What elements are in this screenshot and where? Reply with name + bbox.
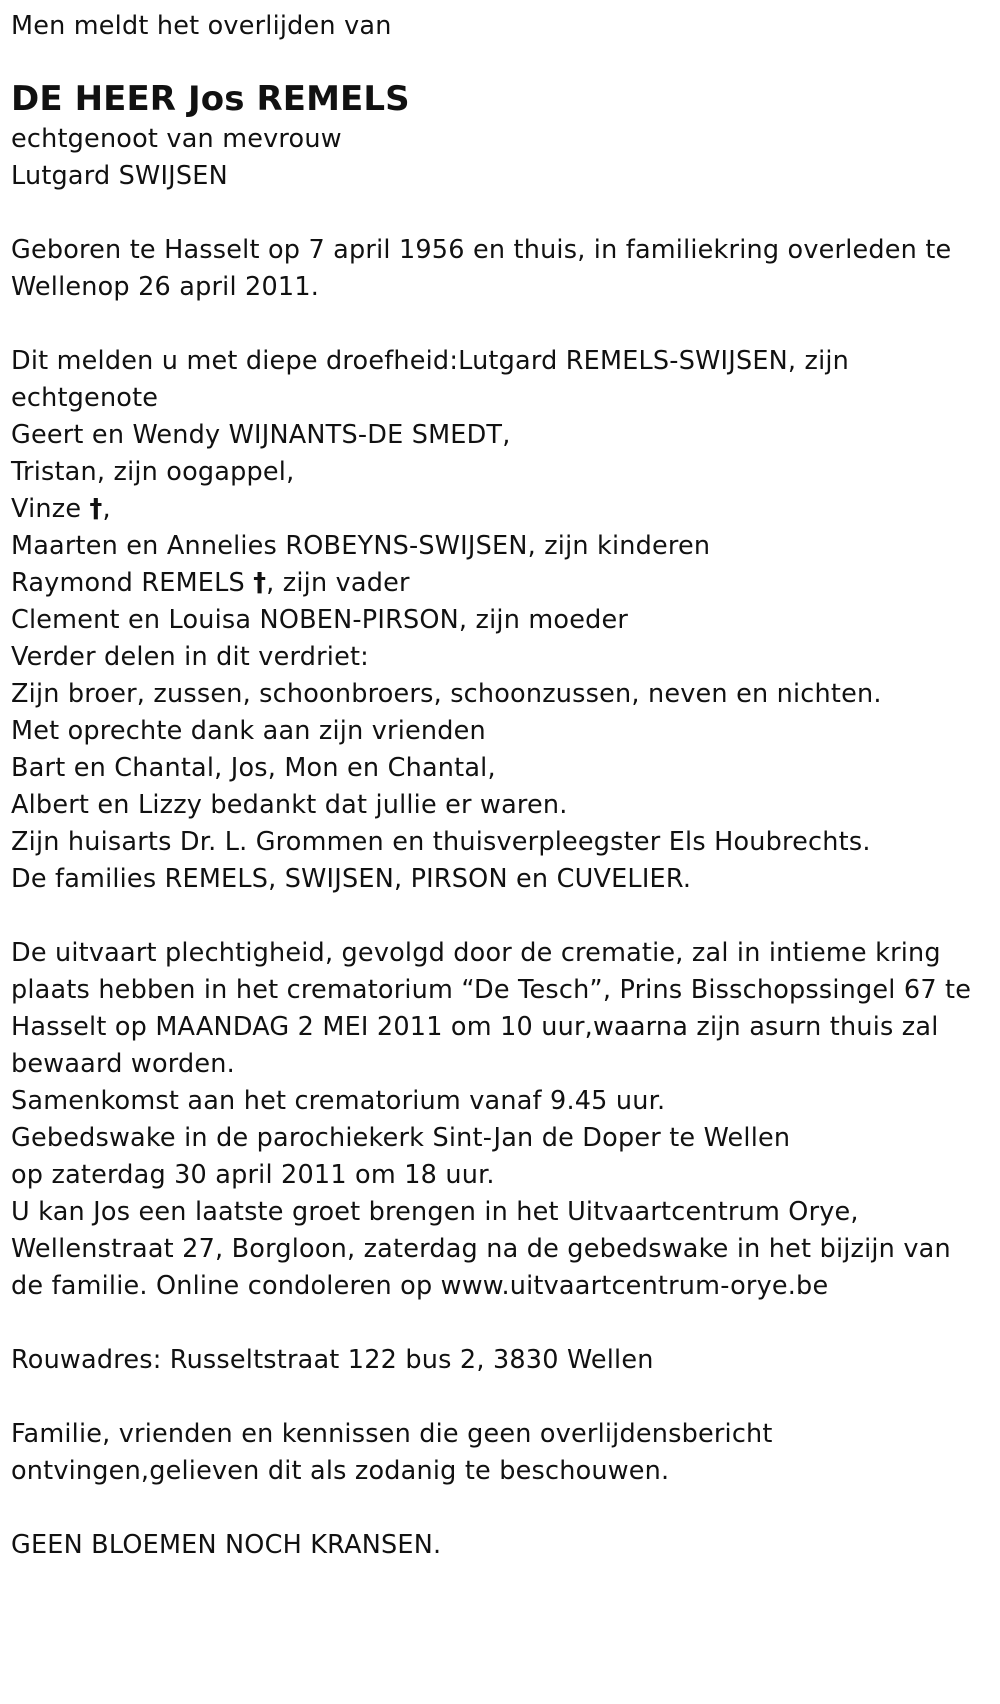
cross-icon: † bbox=[89, 494, 103, 524]
spouse-name: Lutgard SWIJSEN bbox=[11, 161, 228, 191]
family-line bbox=[11, 565, 990, 602]
funeral-line: Samenkomst aan het crematorium vanaf 9.45 uur. bbox=[11, 1086, 666, 1116]
spacer bbox=[11, 195, 990, 232]
family-line bbox=[11, 491, 990, 528]
spacer bbox=[11, 1305, 990, 1342]
family-line: Maarten en Annelies ROBEYNS-SWIJSEN, zijn kinderen bbox=[11, 531, 711, 561]
family-line: Clement en Louisa NOBEN-PIRSON, zijn moeder bbox=[11, 605, 629, 635]
family-member-name: Vinze bbox=[11, 494, 90, 524]
family-line: Albert en Lizzy bedankt dat jullie er waren. bbox=[11, 790, 568, 820]
family-line: Met oprechte dank aan zijn vrienden bbox=[11, 716, 486, 746]
funeral-line: U kan Jos een laatste groet brengen in het Uitvaartcentrum Orye, bbox=[11, 1197, 859, 1227]
notice-line: ontvingen,gelieven dit als zodanig te beschouwen. bbox=[11, 1456, 670, 1486]
mourning-address: Rouwadres: Russeltstraat 122 bus 2, 3830 Wellen bbox=[11, 1345, 654, 1375]
family-line: Zijn huisarts Dr. L. Grommen en thuisverpleegster Els Houbrechts. bbox=[11, 827, 871, 857]
funeral-line: De uitvaart plechtigheid, gevolgd door de crematie, zal in intieme kring bbox=[11, 938, 941, 968]
family-line: Dit melden u met diepe droefheid:Lutgard REMELS-SWIJSEN, zijn bbox=[11, 346, 850, 376]
funeral-line: de familie. Online condoleren op www.uitvaartcentrum-orye.be bbox=[11, 1271, 829, 1301]
punctuation: , bbox=[102, 494, 111, 524]
family-line: Verder delen in dit verdriet: bbox=[11, 642, 369, 672]
deceased-name: DE HEER Jos REMELS bbox=[11, 79, 410, 119]
closing-line: GEEN BLOEMEN NOCH KRANSEN. bbox=[11, 1530, 442, 1560]
family-member-name: Raymond REMELS bbox=[11, 568, 254, 598]
spacer bbox=[11, 1490, 990, 1527]
birth-line: Geboren te Hasselt op 7 april 1956 en thuis, in familiekring overleden te bbox=[11, 235, 952, 265]
funeral-line: Wellenstraat 27, Borgloon, zaterdag na de gebedswake in het bijzijn van bbox=[11, 1234, 951, 1264]
family-line: Geert en Wendy WIJNANTS-DE SMEDT, bbox=[11, 420, 511, 450]
family-line: Bart en Chantal, Jos, Mon en Chantal, bbox=[11, 753, 496, 783]
spacer bbox=[11, 306, 990, 343]
notice-line: Familie, vrienden en kennissen die geen overlijdensbericht bbox=[11, 1419, 773, 1449]
funeral-line: bewaard worden. bbox=[11, 1049, 235, 1079]
birth-line: Wellenop 26 april 2011. bbox=[11, 272, 320, 302]
funeral-line: plaats hebben in het crematorium “De Tesch”, Prins Bisschopssingel 67 te bbox=[11, 975, 972, 1005]
funeral-line: Gebedswake in de parochiekerk Sint-Jan de Doper te Wellen bbox=[11, 1123, 791, 1153]
spacer bbox=[11, 1379, 990, 1416]
funeral-line: Hasselt op MAANDAG 2 MEI 2011 om 10 uur,waarna zijn asurn thuis zal bbox=[11, 1012, 939, 1042]
family-line: Zijn broer, zussen, schoonbroers, schoonzussen, neven en nichten. bbox=[11, 679, 882, 709]
cross-icon: † bbox=[253, 568, 267, 598]
family-line: echtgenote bbox=[11, 383, 159, 413]
spouse-line: echtgenoot van mevrouw bbox=[11, 124, 342, 154]
family-line: De families REMELS, SWIJSEN, PIRSON en CUVELIER. bbox=[11, 864, 692, 894]
spacer bbox=[11, 898, 990, 935]
family-line: Tristan, zijn oogappel, bbox=[11, 457, 295, 487]
funeral-line: op zaterdag 30 april 2011 om 18 uur. bbox=[11, 1160, 495, 1190]
intro-text: Men meldt het overlijden van bbox=[11, 11, 392, 41]
family-relation: , zijn vader bbox=[266, 568, 410, 598]
